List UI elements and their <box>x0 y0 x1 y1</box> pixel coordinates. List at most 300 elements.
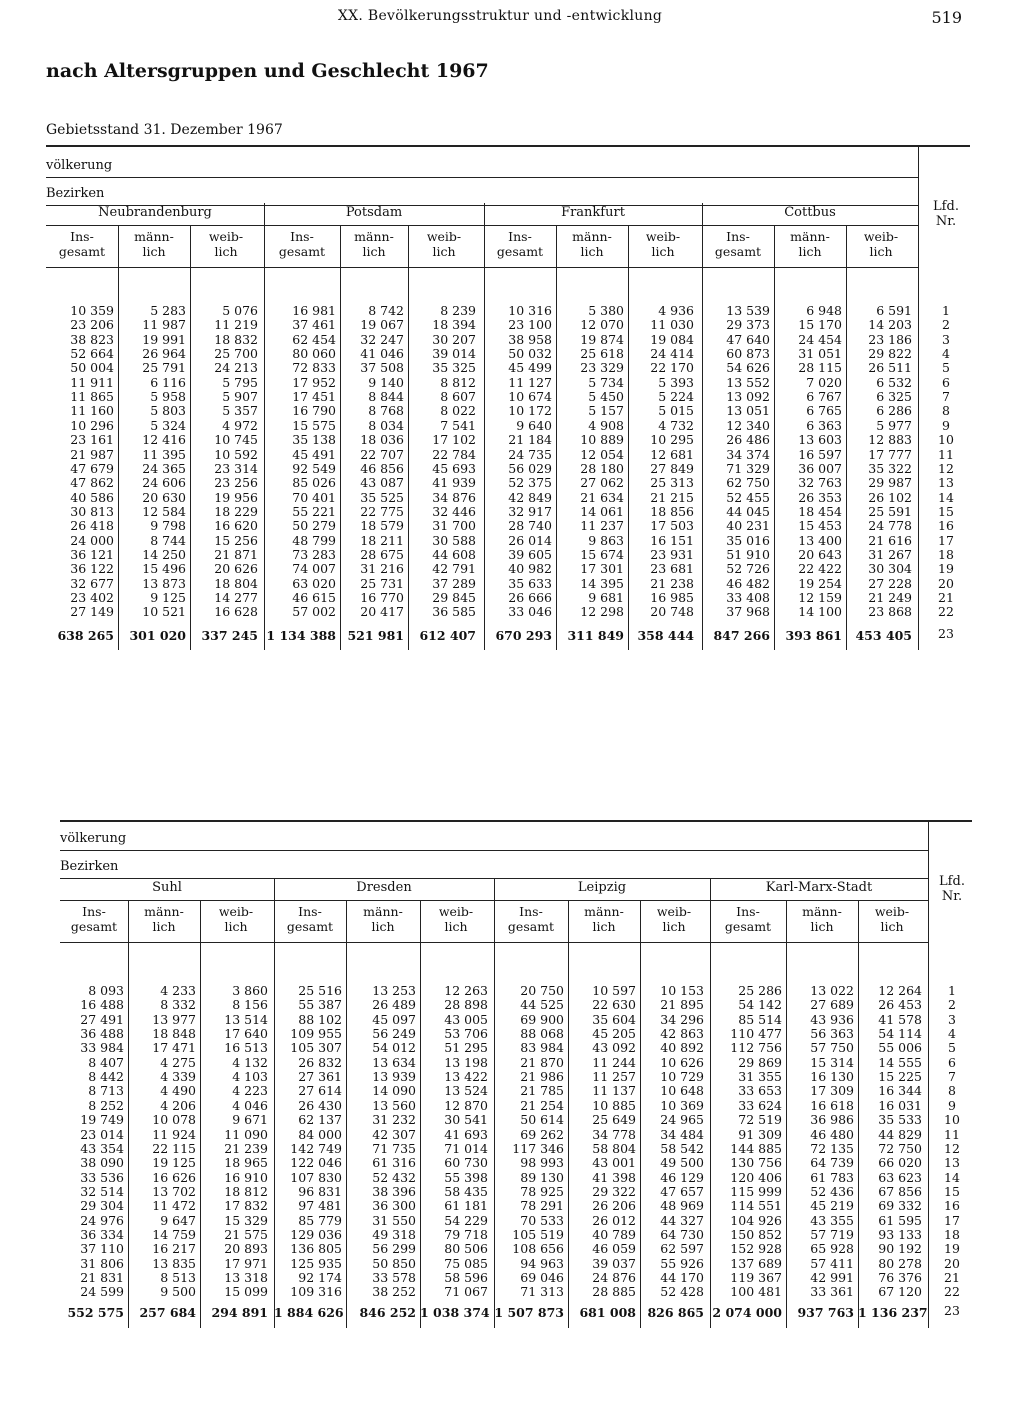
table-cell: 24 778 <box>868 518 912 534</box>
total-cell: 846 252 <box>359 1305 416 1320</box>
table-cell: 14 277 <box>214 590 258 605</box>
table-cell: 78 291 <box>520 1198 564 1214</box>
table-cell: 21 575 <box>224 1226 268 1242</box>
table-cell: 98 993 <box>520 1155 564 1171</box>
table-cell: 41 398 <box>592 1169 636 1185</box>
table-cell: 9 671 <box>232 1112 268 1128</box>
table-cell: 18 579 <box>360 518 404 534</box>
table-cell: 12 070 <box>580 317 624 333</box>
lfd-nr: 8 <box>948 1083 956 1099</box>
table-cell: 47 640 <box>726 331 770 347</box>
column-header-weiblich: weib- lich <box>218 904 254 934</box>
table-cell: 43 354 <box>80 1140 124 1156</box>
table-cell: 9 798 <box>150 518 186 534</box>
table-cell: 32 514 <box>80 1183 124 1199</box>
table-cell: 21 616 <box>868 532 912 548</box>
table-cell: 55 398 <box>444 1169 488 1185</box>
table-cell: 34 374 <box>726 446 770 462</box>
table-cell: 23 100 <box>508 317 552 333</box>
table-cell: 40 982 <box>508 561 552 577</box>
table-cell: 10 729 <box>660 1069 704 1085</box>
table-cell: 66 020 <box>878 1155 922 1171</box>
table-cell: 58 804 <box>592 1140 636 1156</box>
table-cell: 24 876 <box>592 1270 636 1285</box>
table-cell: 74 007 <box>292 561 336 577</box>
table-cell: 4 132 <box>232 1054 268 1070</box>
table-cell: 16 770 <box>360 590 404 605</box>
table-cell: 19 067 <box>360 317 404 333</box>
table-cell: 31 806 <box>80 1255 124 1271</box>
table-cell: 9 125 <box>150 590 186 605</box>
table-cell: 10 889 <box>580 432 624 448</box>
table-cell: 45 097 <box>372 1011 416 1027</box>
table-cell: 22 630 <box>592 997 636 1013</box>
total-cell: 612 407 <box>419 628 476 643</box>
table-cell: 43 355 <box>810 1212 854 1228</box>
table-cell: 38 958 <box>508 331 552 347</box>
table-cell: 142 749 <box>290 1140 342 1156</box>
lfd-nr: 19 <box>938 561 954 577</box>
right-border <box>918 145 919 650</box>
table-cell: 52 375 <box>508 475 552 491</box>
table-cell: 43 092 <box>592 1040 636 1056</box>
district-name: Dresden <box>356 880 412 895</box>
table-cell: 14 100 <box>798 604 842 620</box>
table-cell: 17 640 <box>224 1026 268 1042</box>
lfd-nr: 9 <box>948 1097 956 1113</box>
table-cell: 29 322 <box>592 1183 636 1199</box>
table-cell: 108 656 <box>512 1241 564 1257</box>
total-cell: 1 134 388 <box>266 628 336 643</box>
table-cell: 55 221 <box>292 503 336 519</box>
table-cell: 23 206 <box>70 317 114 333</box>
table-cell: 37 289 <box>432 575 476 591</box>
table-cell: 5 795 <box>222 374 258 390</box>
table-cell: 8 022 <box>440 403 476 419</box>
total-cell: 847 266 <box>713 628 770 643</box>
table-cell: 19 956 <box>214 489 258 505</box>
total-cell: 521 981 <box>347 628 404 643</box>
lfd-nr: 22 <box>938 604 954 620</box>
table-cell: 16 620 <box>214 518 258 534</box>
table-cell: 8 744 <box>150 532 186 548</box>
table-cell: 36 007 <box>798 460 842 476</box>
table-cell: 17 971 <box>224 1255 268 1271</box>
table-cell: 4 732 <box>658 417 694 433</box>
table-cell: 8 442 <box>88 1069 124 1085</box>
table-cell: 46 482 <box>726 575 770 591</box>
table-cell: 15 256 <box>214 532 258 548</box>
column-header-weiblich: weib- lich <box>645 229 681 259</box>
table-cell: 11 160 <box>70 403 114 419</box>
column-header-maennlich: männ- lich <box>144 904 184 934</box>
right-border <box>928 820 929 1328</box>
table-cell: 15 453 <box>798 518 842 534</box>
table-cell: 19 874 <box>580 331 624 347</box>
table-cell: 15 314 <box>810 1054 854 1070</box>
table-cell: 33 653 <box>738 1083 782 1099</box>
table-cell: 10 597 <box>592 983 636 998</box>
table-cell: 11 137 <box>592 1083 636 1099</box>
lfd-nr: 15 <box>938 503 954 519</box>
table-cell: 6 363 <box>806 417 842 433</box>
table-cell: 26 832 <box>298 1054 342 1070</box>
table-cell: 18 812 <box>224 1183 268 1199</box>
table-cell: 18 832 <box>214 331 258 347</box>
table-cell: 17 503 <box>650 518 694 534</box>
column-header-maennlich: männ- lich <box>572 229 612 259</box>
table-cell: 17 777 <box>868 446 912 462</box>
table-cell: 25 649 <box>592 1112 636 1128</box>
table-cell: 39 605 <box>508 546 552 562</box>
table-cell: 20 893 <box>224 1241 268 1257</box>
table-cell: 38 396 <box>372 1183 416 1199</box>
table-cell: 27 062 <box>580 475 624 491</box>
table-cell: 79 718 <box>444 1226 488 1242</box>
table-cell: 46 129 <box>660 1169 704 1185</box>
table-cell: 24 454 <box>798 331 842 347</box>
column-header-insgesamt: Ins- gesamt <box>58 229 106 259</box>
table-cell: 40 789 <box>592 1226 636 1242</box>
table-cell: 5 977 <box>876 417 912 433</box>
total-cell: 311 849 <box>567 628 624 643</box>
table-cell: 43 087 <box>360 475 404 491</box>
lfd-nr: 2 <box>942 317 950 333</box>
table-cell: 8 742 <box>368 303 404 318</box>
lfd-nr: 5 <box>948 1040 956 1056</box>
total-cell: 670 293 <box>495 628 552 643</box>
table-cell: 24 976 <box>80 1212 124 1228</box>
table-cell: 48 799 <box>292 532 336 548</box>
table-cell: 50 614 <box>520 1112 564 1128</box>
column-header-weiblich: weib- lich <box>656 904 692 934</box>
table-cell: 64 730 <box>660 1226 704 1242</box>
lfd-nr: 20 <box>938 575 954 591</box>
table-cell: 8 607 <box>440 389 476 405</box>
rule-bevoelkerung <box>60 850 928 851</box>
table-cell: 42 991 <box>810 1270 854 1285</box>
table-cell: 21 986 <box>520 1069 564 1085</box>
table-cell: 27 491 <box>80 1011 124 1027</box>
table-cell: 93 133 <box>878 1226 922 1242</box>
table-cell: 32 247 <box>360 331 404 347</box>
table-cell: 25 618 <box>580 346 624 362</box>
total-cell: 257 684 <box>139 1305 196 1320</box>
table-cell: 35 322 <box>868 460 912 476</box>
table-cell: 21 238 <box>650 575 694 591</box>
table-cell: 8 713 <box>88 1083 124 1099</box>
table-cell: 11 911 <box>70 374 114 390</box>
table-cell: 70 533 <box>520 1212 564 1228</box>
table-cell: 28 740 <box>508 518 552 534</box>
total-cell: 681 008 <box>579 1305 636 1320</box>
table-cell: 35 604 <box>592 1011 636 1027</box>
table-cell: 5 157 <box>588 403 624 419</box>
table-cell: 6 591 <box>876 303 912 318</box>
table-cell: 80 060 <box>292 346 336 362</box>
lfd-nr: 23 <box>938 626 954 641</box>
table-cell: 21 785 <box>520 1083 564 1099</box>
table-cell: 6 767 <box>806 389 842 405</box>
table-cell: 29 845 <box>432 590 476 605</box>
table-cell: 21 831 <box>80 1270 124 1285</box>
table-cell: 10 745 <box>214 432 258 448</box>
table-cell: 26 666 <box>508 590 552 605</box>
table-cell: 92 174 <box>298 1270 342 1285</box>
table-cell: 30 541 <box>444 1112 488 1128</box>
table-cell: 33 624 <box>738 1097 782 1113</box>
column-header-insgesamt: Ins- gesamt <box>286 904 334 934</box>
page-number: 519 <box>931 8 962 27</box>
table-cell: 10 316 <box>508 303 552 318</box>
table-cell: 23 256 <box>214 475 258 491</box>
table-cell: 71 014 <box>444 1140 488 1156</box>
table-cell: 72 750 <box>878 1140 922 1156</box>
table-cell: 31 216 <box>360 561 404 577</box>
total-cell: 453 405 <box>855 628 912 643</box>
district-name: Potsdam <box>345 205 403 220</box>
table-cell: 51 295 <box>444 1040 488 1056</box>
table-cell: 35 525 <box>360 489 404 505</box>
table-cell: 24 735 <box>508 446 552 462</box>
table-cell: 17 832 <box>224 1198 268 1214</box>
table-cell: 18 036 <box>360 432 404 448</box>
table-cell: 17 309 <box>810 1083 854 1099</box>
lfd-nr: 11 <box>944 1126 960 1142</box>
table-cell: 23 402 <box>70 590 114 605</box>
table-cell: 37 508 <box>360 360 404 376</box>
table-cell: 17 952 <box>292 374 336 390</box>
table-cell: 61 316 <box>372 1155 416 1171</box>
table-cell: 57 719 <box>810 1226 854 1242</box>
table-cell: 54 012 <box>372 1040 416 1056</box>
table-cell: 31 267 <box>868 546 912 562</box>
table-cell: 110 477 <box>730 1026 782 1042</box>
table-cell: 11 127 <box>508 374 552 390</box>
table-cell: 122 046 <box>290 1155 342 1171</box>
table-cell: 6 116 <box>150 374 186 390</box>
table-cell: 10 359 <box>70 303 114 318</box>
lfd-nr: 4 <box>948 1026 956 1042</box>
table-cell: 8 844 <box>368 389 404 405</box>
table-cell: 109 316 <box>290 1284 342 1300</box>
table-cell: 8 034 <box>368 417 404 433</box>
table-cell: 85 514 <box>738 1011 782 1027</box>
table-cell: 24 606 <box>142 475 186 491</box>
table-cell: 61 783 <box>810 1169 854 1185</box>
table-cell: 19 125 <box>152 1155 196 1171</box>
district-rule <box>494 900 710 901</box>
table-cell: 12 263 <box>444 983 488 998</box>
table-cell: 42 863 <box>660 1026 704 1042</box>
table-cell: 26 486 <box>726 432 770 448</box>
lfd-nr: 19 <box>944 1241 960 1257</box>
table-cell: 13 092 <box>726 389 770 405</box>
table-cell: 11 219 <box>214 317 258 333</box>
table-cell: 20 626 <box>214 561 258 577</box>
table-cell: 71 329 <box>726 460 770 476</box>
table-cell: 11 257 <box>592 1069 636 1085</box>
table-cell: 34 484 <box>660 1126 704 1142</box>
table-cell: 13 702 <box>152 1183 196 1199</box>
table-cell: 5 224 <box>658 389 694 405</box>
table-cell: 44 829 <box>878 1126 922 1142</box>
table-cell: 8 156 <box>232 997 268 1013</box>
table-cell: 10 295 <box>650 432 694 448</box>
table-cell: 54 229 <box>444 1212 488 1228</box>
table-cell: 35 016 <box>726 532 770 548</box>
table-cell: 109 955 <box>290 1026 342 1042</box>
table-cell: 39 014 <box>432 346 476 362</box>
lfd-nr: 1 <box>942 303 950 318</box>
table-cell: 26 012 <box>592 1212 636 1228</box>
table-cell: 41 939 <box>432 475 476 491</box>
table-cell: 16 910 <box>224 1169 268 1185</box>
table-cell: 23 014 <box>80 1126 124 1142</box>
lfd-nr: 17 <box>944 1212 960 1228</box>
table-cell: 56 363 <box>810 1026 854 1042</box>
table-cell: 16 985 <box>650 590 694 605</box>
lfd-nr: 8 <box>942 403 950 419</box>
table-cell: 10 296 <box>70 417 114 433</box>
table-cell: 9 647 <box>160 1212 196 1228</box>
table-cell: 8 513 <box>160 1270 196 1285</box>
table-cell: 36 585 <box>432 604 476 620</box>
table-cell: 27 149 <box>70 604 114 620</box>
table-cell: 25 313 <box>650 475 694 491</box>
table-cell: 14 061 <box>580 503 624 519</box>
lfd-nr: 6 <box>942 374 950 390</box>
table-cell: 13 051 <box>726 403 770 419</box>
table-cell: 27 361 <box>298 1069 342 1085</box>
table-cell: 22 115 <box>152 1140 196 1156</box>
table-cell: 10 172 <box>508 403 552 419</box>
table-cell: 15 329 <box>224 1212 268 1228</box>
table-cell: 27 849 <box>650 460 694 476</box>
table-cell: 30 813 <box>70 503 114 519</box>
table-cell: 16 031 <box>878 1097 922 1113</box>
table-cell: 97 481 <box>298 1198 342 1214</box>
table-cell: 19 991 <box>142 331 186 347</box>
table-cell: 36 334 <box>80 1226 124 1242</box>
table-cell: 30 207 <box>432 331 476 347</box>
table-cell: 50 032 <box>508 346 552 362</box>
table-cell: 5 393 <box>658 374 694 390</box>
table-cell: 80 506 <box>444 1241 488 1257</box>
column-header-maennlich: männ- lich <box>134 229 174 259</box>
table-cell: 5 380 <box>588 303 624 318</box>
table-cell: 18 848 <box>152 1026 196 1042</box>
table-cell: 20 748 <box>650 604 694 620</box>
table-cell: 16 790 <box>292 403 336 419</box>
table-cell: 6 532 <box>876 374 912 390</box>
table-cell: 13 939 <box>372 1069 416 1085</box>
table-cell: 10 153 <box>660 983 704 998</box>
district-rule <box>46 225 264 226</box>
table-cell: 38 252 <box>372 1284 416 1300</box>
district-rule <box>484 225 702 226</box>
column-header-insgesamt: Ins- gesamt <box>724 904 772 934</box>
table-cell: 21 254 <box>520 1097 564 1113</box>
table-cell: 13 552 <box>726 374 770 390</box>
table-cell: 44 327 <box>660 1212 704 1228</box>
lfd-nr: 13 <box>944 1155 960 1171</box>
lfd-nr: 5 <box>942 360 950 376</box>
table-cell: 27 228 <box>868 575 912 591</box>
table-cell: 14 203 <box>868 317 912 333</box>
table-cell: 45 491 <box>292 446 336 462</box>
total-cell: 826 865 <box>647 1305 704 1320</box>
table-cell: 8 093 <box>88 983 124 998</box>
table-cell: 28 180 <box>580 460 624 476</box>
table-cell: 17 301 <box>580 561 624 577</box>
table-cell: 12 870 <box>444 1097 488 1113</box>
table-cell: 62 597 <box>660 1241 704 1257</box>
table-cell: 9 863 <box>588 532 624 548</box>
table-cell: 36 122 <box>70 561 114 577</box>
table-cell: 24 000 <box>70 532 114 548</box>
table-cell: 4 223 <box>232 1083 268 1099</box>
table-cell: 13 603 <box>798 432 842 448</box>
table-cell: 62 750 <box>726 475 770 491</box>
district-name: Cottbus <box>784 205 836 220</box>
table-cell: 85 026 <box>292 475 336 491</box>
table-cell: 5 907 <box>222 389 258 405</box>
table-cell: 69 332 <box>878 1198 922 1214</box>
table-cell: 31 550 <box>372 1212 416 1228</box>
top-rule <box>46 145 970 147</box>
table-cell: 33 536 <box>80 1169 124 1185</box>
table-cell: 23 329 <box>580 360 624 376</box>
table-cell: 37 461 <box>292 317 336 333</box>
column-header-maennlich: männ- lich <box>354 229 394 259</box>
table-cell: 57 750 <box>810 1040 854 1056</box>
table-cell: 3 860 <box>232 983 268 998</box>
column-header-insgesamt: Ins- gesamt <box>507 904 555 934</box>
table-cell: 52 455 <box>726 489 770 505</box>
table-cell: 26 964 <box>142 346 186 362</box>
lfd-nr-header: Lfd. Nr. <box>933 199 959 229</box>
table-cell: 46 059 <box>592 1241 636 1257</box>
table-cell: 16 981 <box>292 303 336 318</box>
table-cell: 27 614 <box>298 1083 342 1099</box>
table-cell: 5 015 <box>658 403 694 419</box>
table-cell: 14 090 <box>372 1083 416 1099</box>
lfd-nr: 17 <box>938 532 954 548</box>
table-cell: 36 986 <box>810 1112 854 1128</box>
table-cell: 21 634 <box>580 489 624 505</box>
table-cell: 28 885 <box>592 1284 636 1300</box>
total-cell: 393 861 <box>785 628 842 643</box>
table-cell: 26 353 <box>798 489 842 505</box>
table-cell: 44 045 <box>726 503 770 519</box>
table-cell: 7 020 <box>806 374 842 390</box>
table-cell: 69 262 <box>520 1126 564 1142</box>
table-cell: 19 254 <box>798 575 842 591</box>
table-cell: 67 856 <box>878 1183 922 1199</box>
table-cell: 60 873 <box>726 346 770 362</box>
table-cell: 5 324 <box>150 417 186 433</box>
table-cell: 45 499 <box>508 360 552 376</box>
table-cell: 5 450 <box>588 389 624 405</box>
table-cell: 35 138 <box>292 432 336 448</box>
table-cell: 14 395 <box>580 575 624 591</box>
total-cell: 1 507 873 <box>494 1305 564 1320</box>
table-cell: 72 135 <box>810 1140 854 1156</box>
lfd-nr: 9 <box>942 417 950 433</box>
table-cell: 23 681 <box>650 561 694 577</box>
table-cell: 11 395 <box>142 446 186 462</box>
